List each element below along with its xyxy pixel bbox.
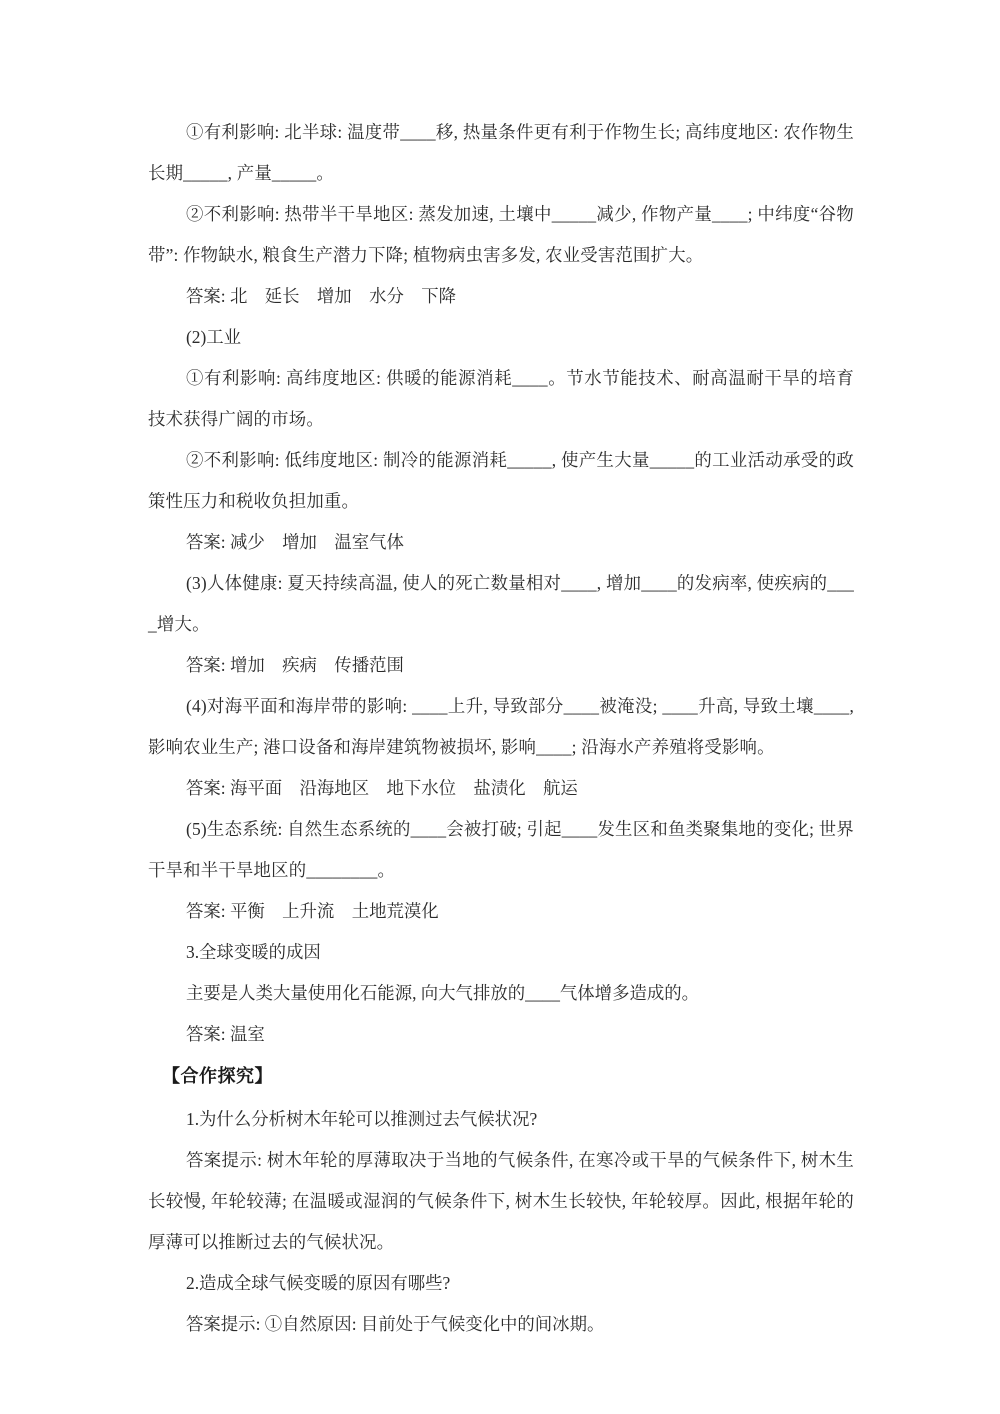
answer-causes: 答案: 温室 — [186, 1024, 265, 1044]
answer-ecosystem: 答案: 平衡 上升流 土地荒漠化 — [186, 901, 439, 921]
paragraph-agriculture-unfavorable: ②不利影响: 热带半干旱地区: 蒸发加速, 土壤中_____减少, 作物产量____; 中纬度“谷物带”: 作物缺水, 粮食生产潜力下降; 植物病虫害多发, 农业受害范围扩大。 — [148, 204, 854, 265]
answer-hint-1: 答案提示: 树木年轮的厚薄取决于当地的气候条件, 在寒冷或干旱的气候条件下, 树木生长较慢, 年轮较薄; 在温暖或湿润的气候条件下, 树木生长较快, 年轮较厚。因此, 根据年轮的厚薄可以推断过去的气候状况。 — [148, 1150, 854, 1252]
answer-industry: 答案: 减少 增加 温室气体 — [186, 532, 404, 552]
paragraph-industry-favorable: ①有利影响: 高纬度地区: 供暖的能源消耗____。节水节能技术、耐高温耐干旱的培育技术获得广阔的市场。 — [148, 368, 854, 429]
answer-sea-level: 答案: 海平面 沿海地区 地下水位 盐渍化 航运 — [186, 778, 578, 798]
paragraph-human-health: (3)人体健康: 夏天持续高温, 使人的死亡数量相对____, 增加____的发病率, 使疾病的____增大。 — [148, 573, 854, 634]
answer-hint-2: 答案提示: ①自然原因: 目前处于气候变化中的间冰期。 — [186, 1314, 605, 1334]
answer-agriculture: 答案: 北 延长 增加 水分 下降 — [186, 286, 457, 306]
question-1: 1.为什么分析树木年轮可以推测过去气候状况? — [186, 1109, 538, 1129]
paragraph-ecosystem: (5)生态系统: 自然生态系统的____会被打破; 引起____发生区和鱼类聚集地的变化; 世界干旱和半干旱地区的________。 — [148, 819, 854, 880]
paragraph-agriculture-favorable: ①有利影响: 北半球: 温度带____移, 热量条件更有利于作物生长; 高纬度地区: 农作物生长期_____, 产量_____。 — [148, 122, 854, 183]
heading-industry: (2)工业 — [186, 327, 242, 347]
question-2: 2.造成全球气候变暖的原因有哪些? — [186, 1273, 451, 1293]
document-content — [148, 112, 854, 1345]
section-heading-cooperative-inquiry: 【合作探究】 — [162, 1066, 273, 1087]
answer-human-health: 答案: 增加 疾病 传播范围 — [186, 655, 404, 675]
paragraph-sea-level: (4)对海平面和海岸带的影响: ____上升, 导致部分____被淹没; ____升高, 导致土壤____, 影响农业生产; 港口设备和海岸建筑物被损坏, 影响____; 沿海水产养殖将受影响。 — [148, 696, 854, 757]
paragraph-causes-body: 主要是人类大量使用化石能源, 向大气排放的____气体增多造成的。 — [186, 983, 700, 1003]
paragraph-industry-unfavorable: ②不利影响: 低纬度地区: 制冷的能源消耗_____, 使产生大量_____的工业活动承受的政策性压力和税收负担加重。 — [148, 450, 854, 511]
heading-global-warming-causes: 3.全球变暖的成因 — [186, 942, 321, 962]
